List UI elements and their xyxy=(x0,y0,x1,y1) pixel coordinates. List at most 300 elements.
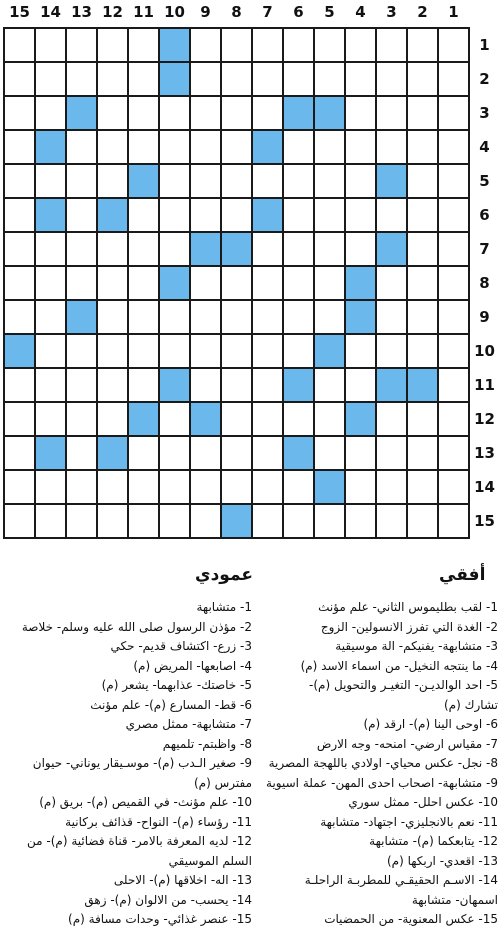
grid-cell[interactable] xyxy=(221,164,252,198)
grid-line-vertical xyxy=(313,27,315,539)
blocked-cell xyxy=(283,96,314,130)
grid-cell[interactable] xyxy=(314,62,345,96)
grid-cell[interactable] xyxy=(128,28,159,62)
grid-cell[interactable] xyxy=(376,266,407,300)
grid-cell[interactable] xyxy=(4,300,35,334)
blocked-cell xyxy=(35,436,66,470)
grid-cell[interactable] xyxy=(190,334,221,368)
grid-cell[interactable] xyxy=(314,164,345,198)
row-number: 9 xyxy=(479,308,490,326)
grid-cell[interactable] xyxy=(252,368,283,402)
grid-cell[interactable] xyxy=(221,470,252,504)
blocked-cell xyxy=(376,164,407,198)
column-number: 2 xyxy=(417,3,428,21)
blocked-cell xyxy=(159,28,190,62)
row-number: 4 xyxy=(479,138,490,156)
grid-cell[interactable] xyxy=(159,198,190,232)
grid-cell[interactable] xyxy=(407,130,438,164)
row-number: 10 xyxy=(474,342,495,360)
grid-cell[interactable] xyxy=(283,232,314,266)
column-number: 9 xyxy=(200,3,211,21)
across-heading: أفقي xyxy=(439,565,486,585)
grid-cell[interactable] xyxy=(376,62,407,96)
across-clue: 1- لقب بطليموس الثاني- علم مؤنث xyxy=(318,600,498,614)
grid-cell[interactable] xyxy=(4,368,35,402)
grid-cell[interactable] xyxy=(438,130,469,164)
grid-line-vertical xyxy=(437,27,439,539)
grid-cell[interactable] xyxy=(345,368,376,402)
grid-cell[interactable] xyxy=(4,232,35,266)
blocked-cell xyxy=(314,96,345,130)
grid-cell[interactable] xyxy=(159,436,190,470)
grid-cell[interactable] xyxy=(66,232,97,266)
grid-cell[interactable] xyxy=(66,402,97,436)
grid-cell[interactable] xyxy=(438,28,469,62)
grid-line-vertical xyxy=(375,27,377,539)
grid-cell[interactable] xyxy=(66,504,97,538)
grid-cell[interactable] xyxy=(4,402,35,436)
across-clue: 4- ما ينتجه النخيل- من اسماء الاسد (م) xyxy=(300,658,498,673)
grid-cell[interactable] xyxy=(128,266,159,300)
grid-cell[interactable] xyxy=(438,368,469,402)
grid-cell[interactable] xyxy=(283,62,314,96)
grid-cell[interactable] xyxy=(128,436,159,470)
grid-cell[interactable] xyxy=(314,300,345,334)
grid-cell[interactable] xyxy=(35,164,66,198)
down-clue: 10- علم مؤنث- في القميص (م)- بريق (م) xyxy=(39,795,252,809)
grid-line-horizontal xyxy=(3,401,470,403)
grid-cell[interactable] xyxy=(252,402,283,436)
grid-cell[interactable] xyxy=(128,470,159,504)
grid-cell[interactable] xyxy=(190,62,221,96)
grid-cell[interactable] xyxy=(159,232,190,266)
grid-line-vertical xyxy=(34,27,36,539)
blocked-cell xyxy=(283,436,314,470)
grid-cell[interactable] xyxy=(4,96,35,130)
blocked-cell xyxy=(35,130,66,164)
column-number: 15 xyxy=(9,3,30,21)
grid-cell[interactable] xyxy=(128,504,159,538)
grid-cell[interactable] xyxy=(4,28,35,62)
grid-cell[interactable] xyxy=(283,334,314,368)
grid-line-vertical xyxy=(406,27,408,539)
grid-cell[interactable] xyxy=(407,436,438,470)
grid-cell[interactable] xyxy=(438,96,469,130)
grid-cell[interactable] xyxy=(190,436,221,470)
blocked-cell xyxy=(314,470,345,504)
grid-cell[interactable] xyxy=(66,198,97,232)
grid-cell[interactable] xyxy=(190,300,221,334)
grid-cell[interactable] xyxy=(252,62,283,96)
grid-cell[interactable] xyxy=(283,300,314,334)
grid-cell[interactable] xyxy=(159,164,190,198)
grid-cell[interactable] xyxy=(438,436,469,470)
grid-cell[interactable] xyxy=(438,470,469,504)
down-clue: 9- صغير الـدب (م)- موسـيقار يوناني- حيوان xyxy=(32,756,252,770)
grid-cell[interactable] xyxy=(407,470,438,504)
grid-cell[interactable] xyxy=(345,334,376,368)
blocked-cell xyxy=(4,334,35,368)
grid-cell[interactable] xyxy=(4,62,35,96)
down-clue: 4- اصابعها- المريض (م) xyxy=(133,658,252,673)
grid-line-horizontal xyxy=(3,537,470,539)
grid-cell[interactable] xyxy=(66,368,97,402)
grid-cell[interactable] xyxy=(221,96,252,130)
grid-cell[interactable] xyxy=(438,402,469,436)
across-clue: 15- عكس المعنوية- من الحمضيات xyxy=(324,912,498,926)
blocked-cell xyxy=(128,164,159,198)
grid-cell[interactable] xyxy=(376,130,407,164)
grid-cell[interactable] xyxy=(35,470,66,504)
blocked-cell xyxy=(252,130,283,164)
grid-cell[interactable] xyxy=(283,470,314,504)
grid-cell[interactable] xyxy=(407,164,438,198)
grid-cell[interactable] xyxy=(35,368,66,402)
crossword-grid xyxy=(4,28,468,540)
grid-cell[interactable] xyxy=(376,28,407,62)
column-number: 10 xyxy=(164,3,185,21)
across-clue: تشارك (م) xyxy=(444,697,498,712)
grid-cell[interactable] xyxy=(190,130,221,164)
down-clue: 7- متشابهة- ممثل مصري xyxy=(125,717,252,731)
grid-cell[interactable] xyxy=(159,334,190,368)
blocked-cell xyxy=(35,198,66,232)
grid-cell[interactable] xyxy=(283,266,314,300)
down-clue: 15- عنصر غذائي- وحدات مسافة (م) xyxy=(68,912,252,926)
grid-cell[interactable] xyxy=(438,334,469,368)
grid-cell[interactable] xyxy=(66,164,97,198)
grid-cell[interactable] xyxy=(4,198,35,232)
column-number: 14 xyxy=(40,3,61,21)
grid-cell[interactable] xyxy=(35,504,66,538)
grid-cell[interactable] xyxy=(190,368,221,402)
grid-cell[interactable] xyxy=(66,334,97,368)
down-clue: مفترس (م) xyxy=(194,775,252,790)
grid-cell[interactable] xyxy=(283,198,314,232)
grid-cell[interactable] xyxy=(35,232,66,266)
grid-cell[interactable] xyxy=(252,232,283,266)
blocked-cell xyxy=(190,402,221,436)
grid-cell[interactable] xyxy=(66,436,97,470)
row-number: 11 xyxy=(474,376,495,394)
across-clues xyxy=(258,598,498,930)
grid-cell[interactable] xyxy=(97,232,128,266)
grid-cell[interactable] xyxy=(35,62,66,96)
column-number: 1 xyxy=(448,3,459,21)
grid-cell[interactable] xyxy=(128,334,159,368)
grid-cell[interactable] xyxy=(159,504,190,538)
row-number: 6 xyxy=(479,206,490,224)
grid-cell[interactable] xyxy=(97,62,128,96)
grid-line-vertical xyxy=(65,27,67,539)
blocked-cell xyxy=(252,198,283,232)
grid-cell[interactable] xyxy=(128,232,159,266)
grid-cell[interactable] xyxy=(314,232,345,266)
down-clue: 13- اله- اخلاقها (م)- الاحلى xyxy=(113,873,252,887)
grid-cell[interactable] xyxy=(345,130,376,164)
blocked-cell xyxy=(345,266,376,300)
grid-cell[interactable] xyxy=(314,130,345,164)
grid-cell[interactable] xyxy=(190,164,221,198)
grid-cell[interactable] xyxy=(345,28,376,62)
grid-cell[interactable] xyxy=(128,198,159,232)
grid-cell[interactable] xyxy=(283,28,314,62)
grid-cell[interactable] xyxy=(376,436,407,470)
grid-cell[interactable] xyxy=(345,504,376,538)
blocked-cell xyxy=(66,300,97,334)
blocked-cell xyxy=(159,368,190,402)
row-number: 2 xyxy=(479,70,490,88)
grid-cell[interactable] xyxy=(345,436,376,470)
blocked-cell xyxy=(376,368,407,402)
grid-cell[interactable] xyxy=(438,266,469,300)
down-clue: 11- رؤساء (م)- النواح- قذائف بركانية xyxy=(65,814,252,829)
grid-cell[interactable] xyxy=(314,198,345,232)
down-clue: 6- قط- المسارع (م)- علم مؤنث xyxy=(90,697,252,712)
grid-cell[interactable] xyxy=(283,130,314,164)
grid-cell[interactable] xyxy=(283,164,314,198)
blocked-cell xyxy=(314,334,345,368)
grid-cell[interactable] xyxy=(97,96,128,130)
grid-cell[interactable] xyxy=(407,334,438,368)
column-number: 3 xyxy=(386,3,397,21)
grid-cell[interactable] xyxy=(407,504,438,538)
grid-cell[interactable] xyxy=(128,130,159,164)
row-number: 5 xyxy=(479,172,490,190)
grid-cell[interactable] xyxy=(252,266,283,300)
column-number: 5 xyxy=(324,3,335,21)
grid-cell[interactable] xyxy=(66,62,97,96)
grid-cell[interactable] xyxy=(438,198,469,232)
down-clue: 1- متشابهة xyxy=(196,600,252,614)
across-clue: 5- احد الوالديـن- التغيـر والتحويل (م)- xyxy=(309,678,498,692)
grid-cell[interactable] xyxy=(376,334,407,368)
grid-line-vertical xyxy=(251,27,253,539)
grid-cell[interactable] xyxy=(190,266,221,300)
grid-cell[interactable] xyxy=(252,28,283,62)
grid-cell[interactable] xyxy=(252,504,283,538)
grid-cell[interactable] xyxy=(221,28,252,62)
column-number: 8 xyxy=(231,3,242,21)
row-number: 14 xyxy=(474,478,495,496)
grid-line-vertical xyxy=(96,27,98,539)
grid-cell[interactable] xyxy=(376,504,407,538)
blocked-cell xyxy=(190,232,221,266)
grid-cell[interactable] xyxy=(314,436,345,470)
grid-cell[interactable] xyxy=(128,368,159,402)
grid-cell[interactable] xyxy=(128,300,159,334)
grid-cell[interactable] xyxy=(407,28,438,62)
grid-cell[interactable] xyxy=(66,28,97,62)
grid-cell[interactable] xyxy=(345,62,376,96)
row-number: 1 xyxy=(479,36,490,54)
grid-line-horizontal xyxy=(3,265,470,267)
grid-cell[interactable] xyxy=(97,368,128,402)
column-number: 6 xyxy=(293,3,304,21)
grid-line-horizontal xyxy=(3,95,470,97)
grid-cell[interactable] xyxy=(252,164,283,198)
grid-cell[interactable] xyxy=(314,28,345,62)
grid-cell[interactable] xyxy=(407,266,438,300)
blocked-cell xyxy=(221,504,252,538)
grid-line-vertical xyxy=(158,27,160,539)
grid-cell[interactable] xyxy=(4,164,35,198)
grid-cell[interactable] xyxy=(66,266,97,300)
grid-cell[interactable] xyxy=(4,436,35,470)
grid-cell[interactable] xyxy=(97,28,128,62)
across-clue: 7- مقياس ارضي- امنحه- وجه الارض xyxy=(316,736,498,751)
grid-cell[interactable] xyxy=(345,96,376,130)
grid-cell[interactable] xyxy=(159,130,190,164)
blocked-cell xyxy=(407,368,438,402)
grid-cell[interactable] xyxy=(376,402,407,436)
grid-cell[interactable] xyxy=(159,96,190,130)
grid-cell[interactable] xyxy=(35,266,66,300)
blocked-cell xyxy=(128,402,159,436)
grid-cell[interactable] xyxy=(35,96,66,130)
grid-cell[interactable] xyxy=(221,62,252,96)
across-clue: اسمهان- متشابهة xyxy=(411,892,498,907)
grid-cell[interactable] xyxy=(221,402,252,436)
grid-cell[interactable] xyxy=(97,300,128,334)
grid-cell[interactable] xyxy=(190,96,221,130)
grid-cell[interactable] xyxy=(407,232,438,266)
row-number: 13 xyxy=(474,444,495,462)
down-clue: 2- مؤذن الرسول صلى الله عليه وسلم- خلاصة xyxy=(21,619,252,634)
grid-cell[interactable] xyxy=(407,300,438,334)
blocked-cell xyxy=(97,436,128,470)
grid-cell[interactable] xyxy=(376,470,407,504)
grid-cell[interactable] xyxy=(221,334,252,368)
blocked-cell xyxy=(159,266,190,300)
column-number: 13 xyxy=(71,3,92,21)
across-clue: 3- متشابهة- يفنيكم- الة موسيقية xyxy=(335,639,498,653)
grid-line-vertical xyxy=(3,27,5,539)
grid-cell[interactable] xyxy=(314,368,345,402)
grid-cell[interactable] xyxy=(97,266,128,300)
grid-cell[interactable] xyxy=(407,62,438,96)
down-clue: 14- يحسب- من الالوان (م)- زهق xyxy=(84,892,252,907)
grid-cell[interactable] xyxy=(190,470,221,504)
grid-cell[interactable] xyxy=(4,130,35,164)
across-clue: 9- متشابهة- اصحاب احدى المهن- عملة اسيوية xyxy=(266,775,498,790)
grid-cell[interactable] xyxy=(407,96,438,130)
grid-line-horizontal xyxy=(3,197,470,199)
grid-cell[interactable] xyxy=(252,334,283,368)
grid-cell[interactable] xyxy=(345,232,376,266)
grid-cell[interactable] xyxy=(97,334,128,368)
grid-cell[interactable] xyxy=(35,28,66,62)
grid-cell[interactable] xyxy=(221,368,252,402)
grid-cell[interactable] xyxy=(252,436,283,470)
blocked-cell xyxy=(97,198,128,232)
grid-line-vertical xyxy=(220,27,222,539)
grid-cell[interactable] xyxy=(35,334,66,368)
grid-cell[interactable] xyxy=(252,96,283,130)
grid-cell[interactable] xyxy=(314,402,345,436)
grid-cell[interactable] xyxy=(376,96,407,130)
grid-cell[interactable] xyxy=(283,504,314,538)
grid-cell[interactable] xyxy=(407,198,438,232)
grid-cell[interactable] xyxy=(252,470,283,504)
grid-cell[interactable] xyxy=(283,402,314,436)
grid-cell[interactable] xyxy=(438,164,469,198)
grid-cell[interactable] xyxy=(97,130,128,164)
grid-line-horizontal xyxy=(3,435,470,437)
grid-cell[interactable] xyxy=(376,198,407,232)
grid-cell[interactable] xyxy=(221,130,252,164)
grid-cell[interactable] xyxy=(97,164,128,198)
grid-cell[interactable] xyxy=(314,504,345,538)
grid-cell[interactable] xyxy=(314,266,345,300)
grid-cell[interactable] xyxy=(159,300,190,334)
grid-cell[interactable] xyxy=(407,402,438,436)
grid-cell[interactable] xyxy=(252,300,283,334)
grid-cell[interactable] xyxy=(190,198,221,232)
row-number: 8 xyxy=(479,274,490,292)
grid-cell[interactable] xyxy=(4,504,35,538)
grid-cell[interactable] xyxy=(221,266,252,300)
across-clue: 8- نجل- عكس محياي- اولادي باللهجة المصرية xyxy=(268,756,498,770)
grid-line-horizontal xyxy=(3,231,470,233)
grid-cell[interactable] xyxy=(345,470,376,504)
grid-line-horizontal xyxy=(3,299,470,301)
grid-line-horizontal xyxy=(3,61,470,63)
down-clues xyxy=(4,598,252,930)
grid-cell[interactable] xyxy=(438,504,469,538)
grid-cell[interactable] xyxy=(190,28,221,62)
grid-cell[interactable] xyxy=(376,300,407,334)
grid-cell[interactable] xyxy=(97,470,128,504)
grid-cell[interactable] xyxy=(35,300,66,334)
grid-cell[interactable] xyxy=(438,232,469,266)
grid-line-vertical xyxy=(127,27,129,539)
across-clue: 11- نعم بالانجليزي- اجتهاد- متشابهة xyxy=(320,814,498,829)
row-number: 12 xyxy=(474,410,495,428)
grid-cell[interactable] xyxy=(221,198,252,232)
grid-line-horizontal xyxy=(3,129,470,131)
grid-cell[interactable] xyxy=(190,504,221,538)
grid-cell[interactable] xyxy=(4,266,35,300)
grid-cell[interactable] xyxy=(159,470,190,504)
down-clue: 3- زرع- اكتشاف قديم- حكي xyxy=(110,639,252,653)
down-heading: عمودي xyxy=(195,565,253,585)
across-clue: 14- الاسـم الحقيقـي للمطربـة الراحلـة xyxy=(304,873,498,887)
blocked-cell xyxy=(221,232,252,266)
grid-cell[interactable] xyxy=(128,96,159,130)
grid-cell[interactable] xyxy=(97,504,128,538)
grid-line-vertical xyxy=(344,27,346,539)
grid-cell[interactable] xyxy=(4,470,35,504)
column-number: 11 xyxy=(133,3,154,21)
grid-line-horizontal xyxy=(3,333,470,335)
grid-cell[interactable] xyxy=(221,300,252,334)
grid-cell[interactable] xyxy=(35,402,66,436)
grid-cell[interactable] xyxy=(345,164,376,198)
grid-cell[interactable] xyxy=(66,130,97,164)
grid-cell[interactable] xyxy=(438,62,469,96)
across-clue: 6- اوحى الينا (م)- ارقد (م) xyxy=(363,717,498,731)
blocked-cell xyxy=(283,368,314,402)
grid-cell[interactable] xyxy=(345,198,376,232)
grid-cell[interactable] xyxy=(221,436,252,470)
row-number: 15 xyxy=(474,512,495,530)
grid-cell[interactable] xyxy=(128,62,159,96)
grid-cell[interactable] xyxy=(159,402,190,436)
grid-cell[interactable] xyxy=(66,470,97,504)
grid-cell[interactable] xyxy=(97,402,128,436)
grid-cell[interactable] xyxy=(438,300,469,334)
